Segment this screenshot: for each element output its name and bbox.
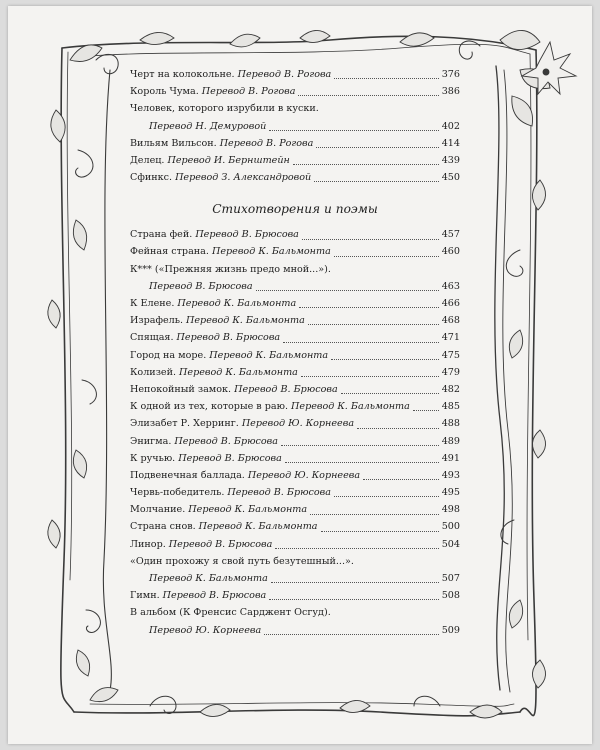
entry-title: Город на море. bbox=[130, 349, 207, 361]
entry-title: Страна фей. bbox=[130, 229, 193, 241]
toc-entry bbox=[130, 587, 460, 604]
toc-entry bbox=[130, 135, 460, 152]
entry-page: 479 bbox=[441, 366, 460, 378]
entry-translator: Перевод В. Брюсова bbox=[234, 383, 338, 395]
entry-title: Черт на колокольне. bbox=[130, 68, 235, 80]
dot-leader bbox=[298, 95, 438, 96]
entry-translator: Перевод К. Бальмонта bbox=[179, 366, 298, 378]
entry-translator: Перевод К. Бальмонта bbox=[198, 521, 318, 533]
entry-page: 504 bbox=[441, 538, 460, 550]
toc-entry bbox=[130, 226, 460, 243]
toc-entry bbox=[130, 244, 460, 261]
entry-title: Молчание. bbox=[130, 504, 186, 516]
entry-title: В альбом (К Френсис Сарджент Осгуд). bbox=[130, 607, 331, 619]
entry-translator: Перевод В. Брюсова bbox=[162, 590, 267, 602]
entry-translator: Перевод К. Бальмонта bbox=[186, 315, 305, 327]
entry-title: Гимн. bbox=[130, 590, 160, 602]
dot-leader bbox=[308, 324, 439, 325]
entry-translator: Перевод В. Брюсова bbox=[178, 452, 282, 464]
entry-page: 414 bbox=[441, 137, 460, 149]
entry-title: Непокойный замок. bbox=[130, 383, 232, 395]
entry-page: 463 bbox=[441, 280, 460, 292]
entry-page: 386 bbox=[441, 86, 460, 98]
entry-translator: Перевод Ю. Корнеева bbox=[241, 418, 355, 430]
toc-entry bbox=[130, 118, 460, 135]
dot-leader bbox=[283, 342, 439, 343]
entry-translator: Перевод Н. Демуровой bbox=[149, 120, 267, 132]
dot-leader bbox=[264, 634, 438, 635]
entry-page: 493 bbox=[441, 469, 460, 481]
toc-entry bbox=[130, 536, 460, 553]
toc-entry bbox=[130, 433, 460, 450]
dot-leader bbox=[310, 514, 439, 515]
entry-title: Делец. bbox=[130, 154, 165, 166]
entry-title: Страна снов. bbox=[130, 521, 196, 533]
entry-page: 498 bbox=[441, 504, 460, 516]
entry-translator: Перевод К. Бальмонта bbox=[149, 573, 268, 585]
entry-page: 376 bbox=[441, 68, 460, 80]
toc-entry bbox=[130, 312, 460, 329]
dot-leader bbox=[299, 307, 438, 308]
entry-translator: Перевод И. Бернштейн bbox=[167, 154, 290, 166]
entry-translator: Перевод К. Бальмонта bbox=[177, 298, 297, 310]
dot-leader bbox=[363, 479, 439, 480]
toc-entry bbox=[130, 278, 460, 295]
entry-page: 500 bbox=[441, 521, 460, 533]
entry-page: 507 bbox=[441, 573, 460, 585]
entry-title: Король Чума. bbox=[130, 86, 199, 98]
dot-leader bbox=[357, 428, 439, 429]
entry-translator: Перевод В. Брюсова bbox=[176, 332, 281, 344]
entry-page: 450 bbox=[441, 172, 460, 184]
entry-translator: Перевод В. Брюсова bbox=[195, 229, 299, 241]
entry-translator: Перевод В. Брюсова bbox=[227, 487, 331, 499]
dot-leader bbox=[341, 393, 439, 394]
toc-entry bbox=[130, 467, 460, 484]
entry-page: 471 bbox=[441, 332, 460, 344]
dot-leader bbox=[334, 256, 439, 257]
entry-page: 468 bbox=[441, 315, 460, 327]
toc-entry bbox=[130, 66, 460, 83]
dot-leader bbox=[334, 78, 438, 79]
dot-leader bbox=[271, 582, 439, 583]
dot-leader bbox=[293, 164, 439, 165]
entry-title: «Один прохожу я свой путь безутешный...». bbox=[130, 555, 354, 567]
dot-leader bbox=[316, 147, 438, 148]
entry-translator: Перевод Ю. Корнеева bbox=[247, 469, 361, 481]
entry-page: 457 bbox=[441, 229, 460, 241]
entry-translator: Перевод В. Брюсова bbox=[149, 280, 253, 292]
entry-page: 485 bbox=[441, 401, 460, 413]
entry-title: Подвенечная баллада. bbox=[130, 469, 245, 481]
entry-title: Колизей. bbox=[130, 366, 177, 378]
entry-title: Спящая. bbox=[130, 332, 174, 344]
entry-title: Фейная страна. bbox=[130, 246, 209, 258]
entry-translator: Перевод К. Бальмонта bbox=[209, 349, 329, 361]
toc-entry bbox=[130, 398, 460, 415]
entry-title: К ручью. bbox=[130, 452, 176, 464]
entry-translator: Перевод К. Бальмонта bbox=[211, 246, 331, 258]
dot-leader bbox=[331, 359, 439, 360]
section-title: Стихотворения и поэмы bbox=[212, 202, 378, 217]
entry-title: Израфель. bbox=[130, 315, 184, 327]
toc-entry bbox=[130, 484, 460, 501]
toc-entry bbox=[130, 364, 460, 381]
entry-title: Сфинкс. bbox=[130, 172, 173, 184]
entry-title: Линор. bbox=[130, 538, 166, 550]
dot-leader bbox=[413, 410, 439, 411]
entry-translator: Перевод В. Рогова bbox=[219, 137, 314, 149]
table-of-contents bbox=[130, 66, 460, 639]
entry-translator: Перевод В. Брюсова bbox=[168, 538, 273, 550]
entry-translator: Перевод К. Бальмонта bbox=[291, 401, 410, 413]
entry-translator: Перевод Ю. Корнеева bbox=[149, 624, 262, 636]
entry-page: 402 bbox=[441, 120, 460, 132]
entry-translator: Перевод З. Александровой bbox=[175, 172, 312, 184]
entry-page: 488 bbox=[441, 418, 460, 430]
entry-page: 460 bbox=[441, 246, 460, 258]
toc-entry bbox=[130, 622, 460, 639]
toc-entry bbox=[130, 169, 460, 186]
entry-translator: Перевод В. Брюсова bbox=[174, 435, 278, 447]
entry-title: Вильям Вильсон. bbox=[130, 137, 217, 149]
toc-entry bbox=[130, 501, 460, 518]
toc-entry bbox=[130, 152, 460, 169]
entry-title: К одной из тех, которые в раю. bbox=[130, 401, 289, 413]
dot-leader bbox=[302, 239, 439, 240]
entry-page: 495 bbox=[441, 487, 460, 499]
entry-translator: Перевод В. Рогова bbox=[201, 86, 296, 98]
entry-title: К*** («Прежняя жизнь предо мной...»). bbox=[130, 263, 331, 275]
dot-leader bbox=[321, 531, 439, 532]
toc-entry bbox=[130, 295, 460, 312]
dot-leader bbox=[301, 376, 439, 377]
entry-title: Энигма. bbox=[130, 435, 172, 447]
entry-page: 489 bbox=[441, 435, 460, 447]
entry-title: Червь-победитель. bbox=[130, 487, 225, 499]
entry-title: Человек, которого изрубили в куски. bbox=[130, 103, 319, 115]
entry-page: 466 bbox=[441, 298, 460, 310]
entry-page: 439 bbox=[441, 154, 460, 166]
dot-leader bbox=[314, 181, 438, 182]
dot-leader bbox=[269, 130, 438, 131]
toc-entry bbox=[130, 347, 460, 364]
toc-entry bbox=[130, 415, 460, 432]
toc-entry bbox=[130, 83, 460, 100]
toc-entry bbox=[130, 519, 460, 536]
entry-translator: Перевод В. Рогова bbox=[237, 68, 332, 80]
toc-entry bbox=[130, 381, 460, 398]
dot-leader bbox=[269, 599, 438, 600]
entry-title: Элизабет Р. Херринг. bbox=[130, 418, 239, 430]
dot-leader bbox=[285, 462, 439, 463]
dot-leader bbox=[281, 445, 439, 446]
entry-page: 491 bbox=[441, 452, 460, 464]
dot-leader bbox=[275, 548, 438, 549]
entry-page: 508 bbox=[441, 590, 460, 602]
entry-translator: Перевод К. Бальмонта bbox=[188, 504, 308, 516]
dot-leader bbox=[334, 496, 439, 497]
dot-leader bbox=[256, 290, 439, 291]
toc-entry bbox=[130, 329, 460, 346]
entry-page: 475 bbox=[441, 349, 460, 361]
toc-entry bbox=[130, 450, 460, 467]
toc-entry bbox=[130, 570, 460, 587]
entry-page: 509 bbox=[441, 624, 460, 636]
entry-page: 482 bbox=[441, 383, 460, 395]
entry-title: К Елене. bbox=[130, 298, 175, 310]
